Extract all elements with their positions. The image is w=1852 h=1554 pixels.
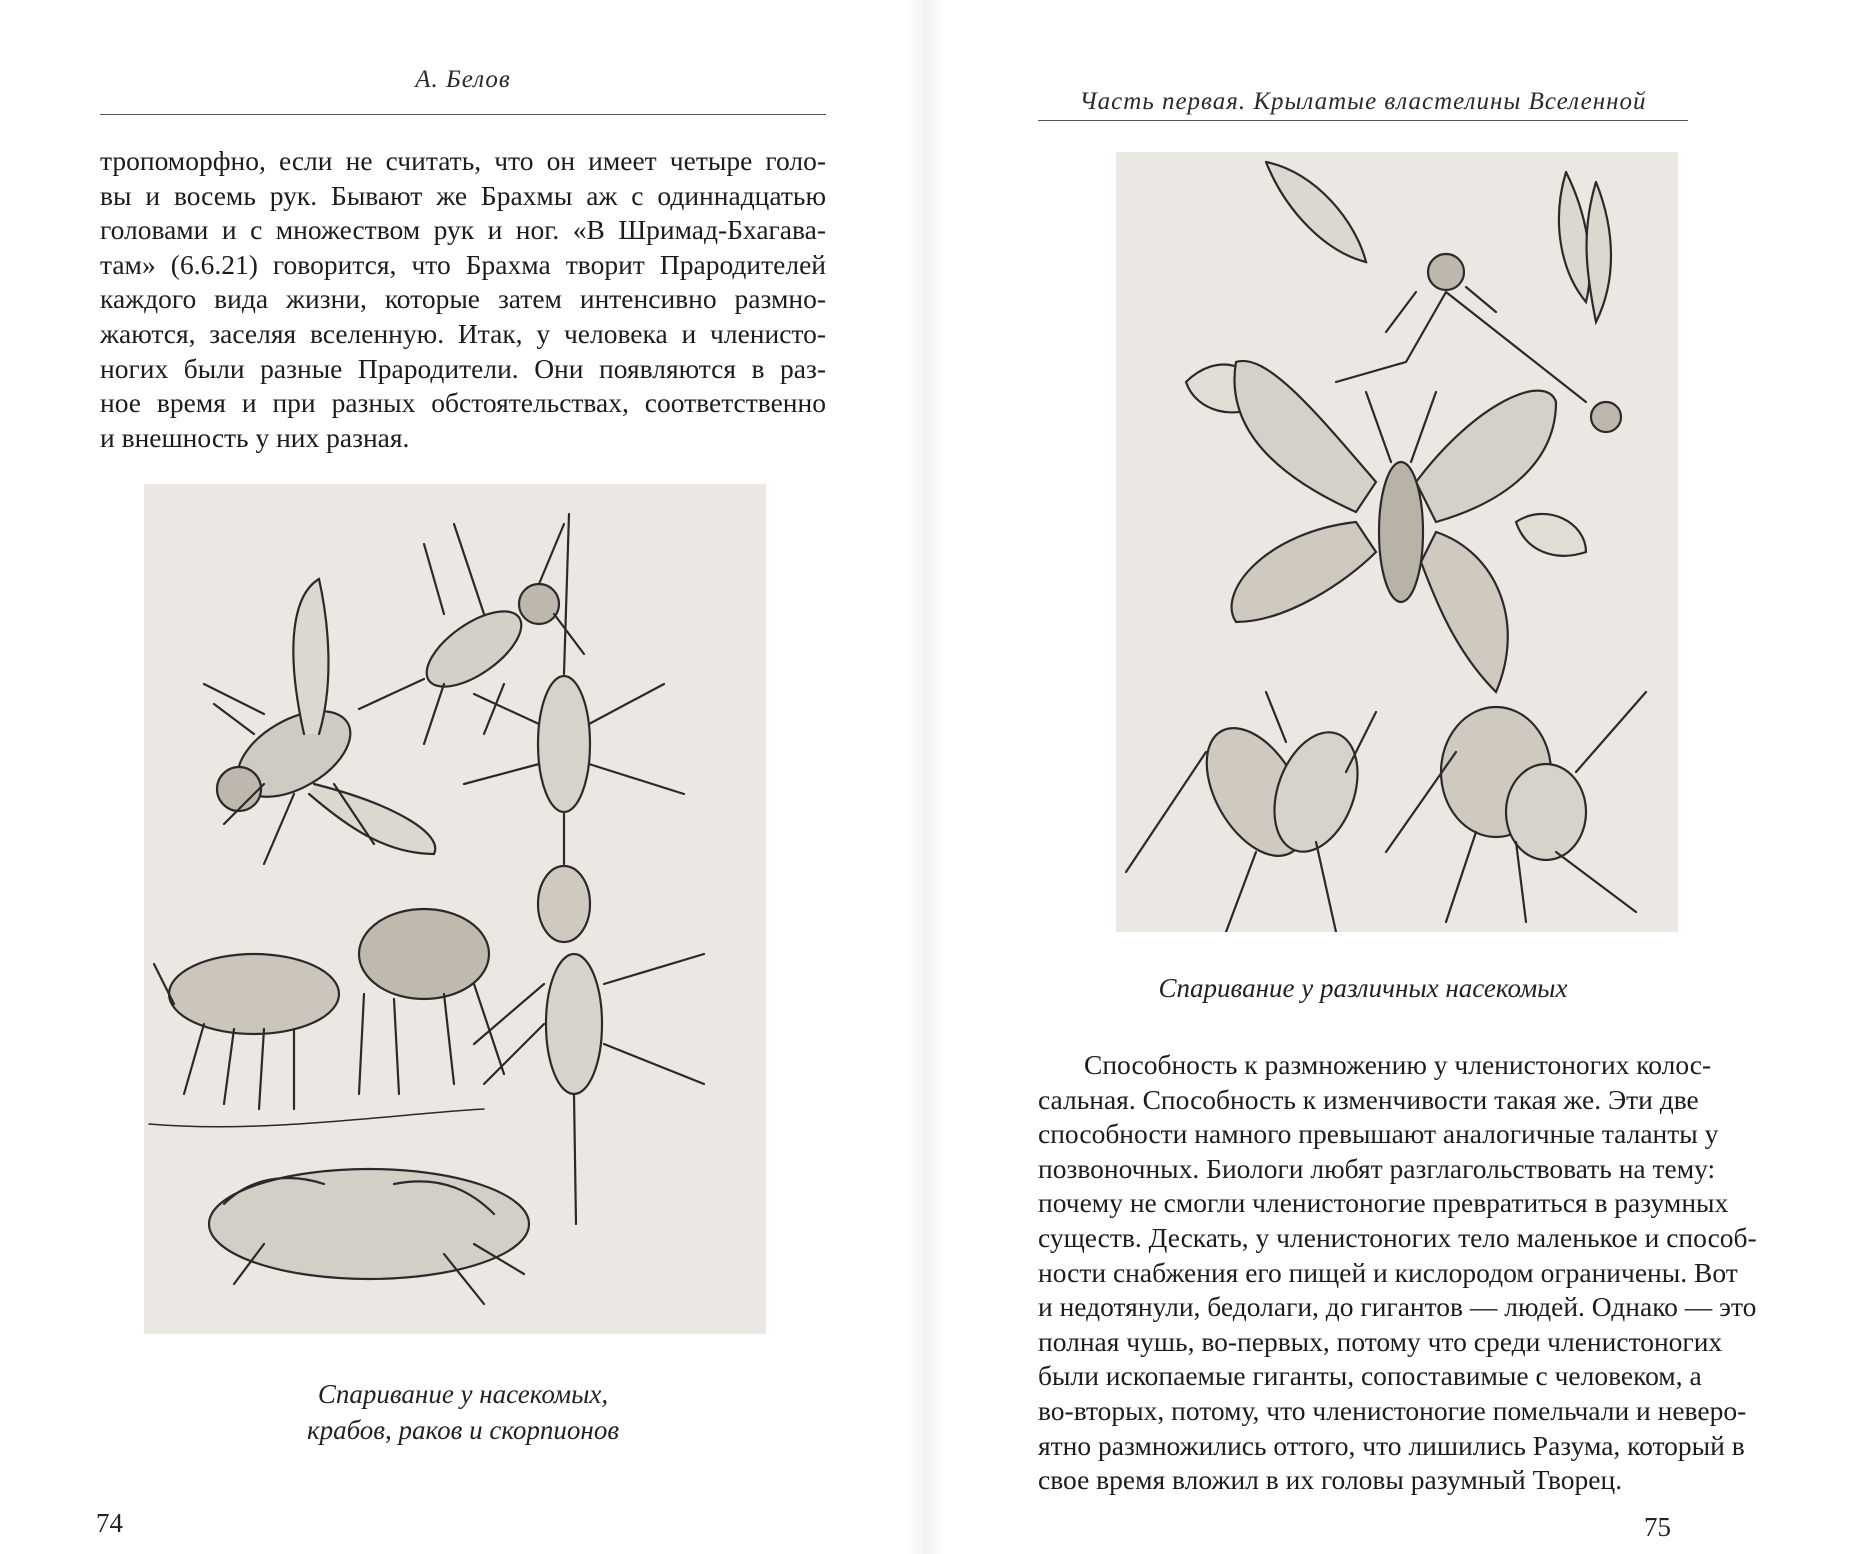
text-line: почему не смогли членистоногие превратиться в разумных <box>1038 1187 1729 1219</box>
left-running-head: А. Белов <box>415 66 511 93</box>
text-line: там» (6.6.21) говорится, что Брахма творит Прародителей <box>100 248 826 280</box>
right-page <box>926 0 1852 1554</box>
text-line: ногих были разные Прародители. Они появляются в раз- <box>100 352 826 384</box>
text-line: ности снабжения его пищей и кислородом ограничены. Вот <box>1038 1256 1738 1288</box>
text-line: свое время вложил в их головы разумный Творец. <box>1038 1464 1623 1496</box>
right-figure-caption: Спаривание у различных насекомых <box>1158 973 1568 1003</box>
mating-illustration-left <box>144 484 766 1334</box>
figure-insects-crabs-scorpions <box>144 484 766 1334</box>
left-figure-caption <box>100 1376 826 1448</box>
text-line: были ископаемые гиганты, сопоставимые с человеком, а <box>1038 1360 1702 1392</box>
text-line: головами и с множеством рук и ног. «В Шримад-Бхагава- <box>100 214 826 246</box>
left-header-rule <box>100 114 826 115</box>
text-line: сальная. Способность к изменчивости такая же. Эти две <box>1038 1083 1699 1115</box>
text-line: существ. Дескать, у членистоногих тело маленькое и способ- <box>1038 1221 1757 1253</box>
text-line: ятно размножились оттого, что лишились Разума, который в <box>1038 1429 1745 1461</box>
text-line: способности намного превышают аналогичные таланты у <box>1038 1118 1719 1150</box>
right-running-head: Часть первая. Крылатые властелины Вселенной <box>1079 88 1647 115</box>
page-number-right: 75 <box>1644 1512 1671 1542</box>
text-line: жаются, заселяя вселенную. Итак, у человека и членисто- <box>100 317 826 349</box>
text-line: вы и восемь рук. Бывают же Брахмы аж с одиннадцатью <box>100 179 826 211</box>
text-line: позвоночных. Биологи любят разглагольствовать на тему: <box>1038 1152 1716 1184</box>
right-paragraph <box>1038 1048 1757 1498</box>
caption-line: Спаривание у насекомых, <box>317 1379 609 1409</box>
text-line: тропоморфно, если не считать, что он имеет четыре голо- <box>100 145 826 176</box>
right-header-rule <box>1038 120 1688 121</box>
caption-line: крабов, раков и скорпионов <box>306 1415 620 1445</box>
mating-illustration-right <box>1116 152 1678 932</box>
text-line: и внешность у них разная. <box>100 421 410 453</box>
text-line: и недотянули, бедолаги, до гигантов — людей. Однако — это <box>1038 1291 1757 1323</box>
text-line: во-вторых, потому, что членистоногие помельчали и неверо- <box>1038 1394 1747 1426</box>
page-number-left: 74 <box>96 1508 123 1538</box>
figure-various-insects <box>1116 152 1678 932</box>
text-line: Способность к размножению у членистоногих колос- <box>1084 1049 1712 1080</box>
text-line: каждого вида жизни, которые затем интенсивно размно- <box>100 283 826 315</box>
text-line: полная чушь, во-первых, потому что среди членистоногих <box>1038 1325 1723 1357</box>
left-paragraph <box>100 144 826 455</box>
text-line: ное время и при разных обстоятельствах, соответственно <box>100 387 826 419</box>
